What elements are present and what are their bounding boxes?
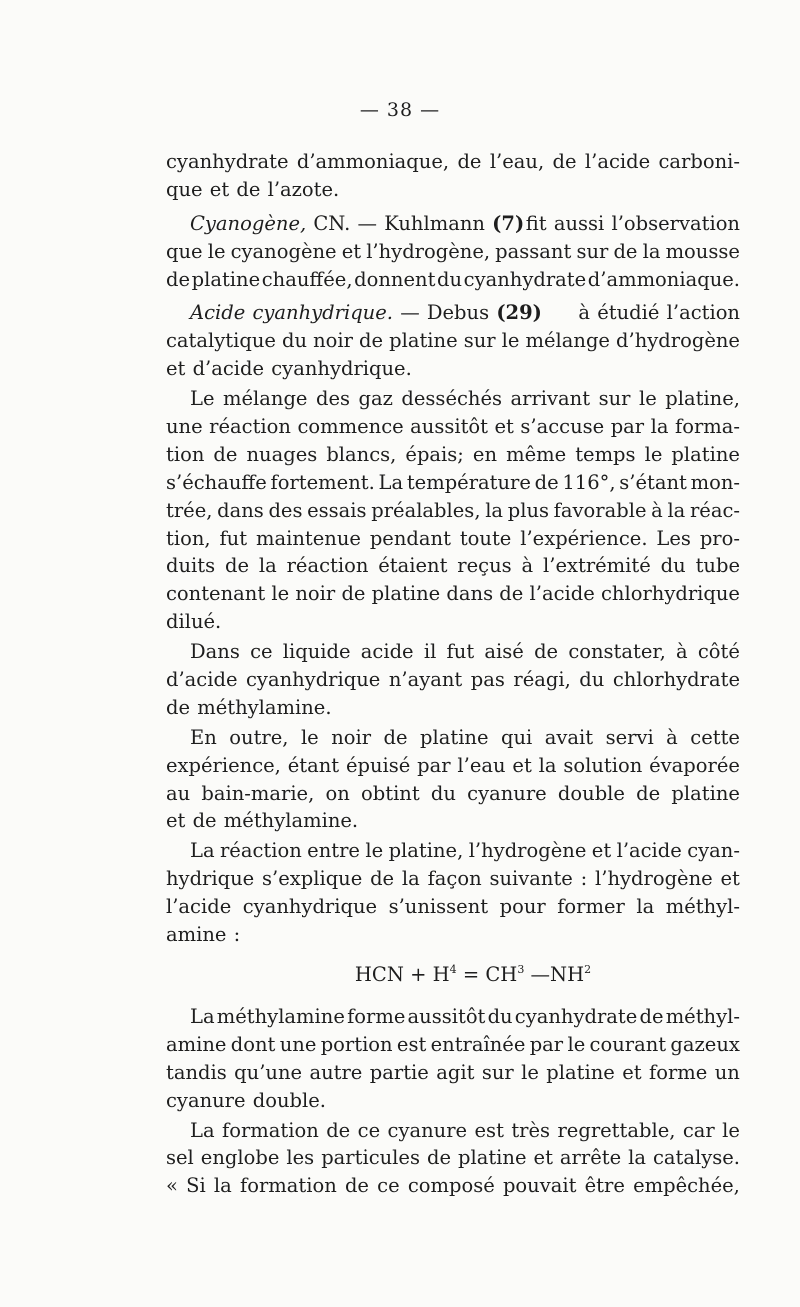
text-line: Le mélange des gaz desséchés arrivant sur le platine, — [190, 387, 740, 411]
text-line: amine dont une portion est entraînée par le courant gazeux — [166, 1032, 740, 1056]
text-line: l’acide cyanhydrique s’unissent pour former la méthyl- — [166, 895, 740, 919]
reference: (29) — [496, 301, 542, 325]
text-line: tion de nuages blancs, épais; en même temps le platine — [166, 442, 740, 466]
text-line: La formation de ce cyanure est très regrettable, car le — [190, 1118, 740, 1142]
text-line: et de méthylamine. — [166, 809, 359, 833]
text-line: sel englobe les particules de platine et arrête la catalyse. — [166, 1146, 740, 1170]
text-line: que le cyanogène et l’hydrogène, passant sur de la mousse — [166, 239, 740, 263]
page-number: — 38 — — [359, 99, 441, 121]
paragraph-cyanogene: Cyanogène, CN. — Kuhlmann (7) fit aussi l’observation — [190, 211, 740, 235]
text-line: que et de l’azote. — [166, 177, 340, 201]
text-line: trée, dans des essais préalables, la plus favorable à la réac- — [166, 498, 740, 522]
text-line: tandis qu’une autre partie agit sur le platine et forme un — [166, 1060, 740, 1084]
text-line: Dans ce liquide acide il fut aisé de constater, à côté — [190, 640, 740, 664]
text-line: cyanhydrate d’ammoniaque, de l’eau, de l’acide carboni- — [166, 150, 740, 173]
body-text — [166, 148, 740, 1200]
text-line: une réaction commence aussitôt et s’accuse par la forma- — [166, 415, 740, 439]
chemical-equation: HCN + $H^4 = CH^3$ $—NH^2$ — [354, 962, 592, 986]
text-line: cyanure double. — [166, 1088, 326, 1112]
text-line: et d’acide cyanhydrique. — [166, 357, 412, 381]
text-line: expérience, étant épuisé par l’eau et la solution évaporée — [166, 753, 740, 777]
text-line: En outre, le noir de platine qui avait servi à cette — [190, 725, 740, 749]
text-line: La méthylamine forme aussitôt du cyanhydrate de méthyl- — [190, 1004, 740, 1028]
paragraph-acide-cyanhydrique: Acide cyanhydrique. — Debus (29) à étudié l’action — [190, 301, 740, 325]
text-line: amine : — [166, 923, 241, 947]
text-line: « Si la formation de ce composé pouvait être empêchée, — [166, 1174, 740, 1198]
text-line: tion, fut maintenue pendant toute l’expérience. Les pro- — [166, 526, 740, 550]
reference: (7) — [492, 211, 525, 235]
text-line: duits de la réaction étaient reçus à l’extrémité du tube — [166, 554, 740, 578]
text-line: au bain-marie, on obtint du cyanure double de platine — [166, 781, 740, 805]
text-line: hydrique s’explique de la façon suivante : l’hydrogène et — [166, 867, 740, 891]
text-line: d’acide cyanhydrique n’ayant pas réagi, du chlorhydrate — [166, 668, 740, 692]
text-line: de méthylamine. — [166, 695, 332, 719]
text-line: dilué. — [166, 610, 222, 634]
section-title: Cyanogène, — [190, 211, 307, 235]
text-line: contenant le noir de platine dans de l’acide chlorhydrique — [166, 582, 740, 606]
section-title: Acide cyanhydrique. — [190, 301, 393, 325]
text-line: catalytique du noir de platine sur le mélange d’hydrogène — [166, 329, 740, 353]
text-line: de platine chauffée, donnent du cyanhydrate d’ammoniaque. — [166, 267, 740, 291]
text-line: s’échauffe fortement. La température de 116°, s’étant mon- — [166, 470, 740, 494]
text-line: La réaction entre le platine, l’hydrogène et l’acide cyan- — [190, 839, 740, 863]
